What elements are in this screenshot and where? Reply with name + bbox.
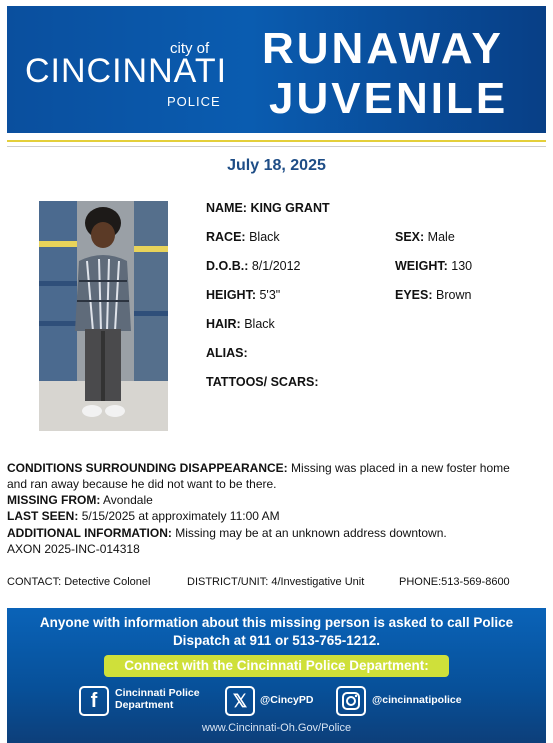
sex-label: SEX: xyxy=(395,230,425,244)
field-dob xyxy=(206,259,301,273)
contact-phone: PHONE:513-569-8600 xyxy=(399,576,510,588)
contact-detective: CONTACT: Detective Colonel xyxy=(7,576,151,588)
sex-value: Male xyxy=(427,230,455,244)
connect-banner: Connect with the Cincinnati Police Department: xyxy=(104,655,449,677)
conditions-text-2: and ran away because he did not want to be there. xyxy=(7,477,277,491)
header-banner xyxy=(7,6,546,133)
field-alias xyxy=(206,346,248,360)
subject-photo xyxy=(39,201,168,431)
instagram-handle[interactable]: @cincinnatipolice xyxy=(372,694,462,706)
city-name: CINCINNATI xyxy=(25,52,228,90)
eyes-value: Brown xyxy=(436,288,472,302)
bulletin-date: July 18, 2025 xyxy=(227,157,326,174)
divider-yellow xyxy=(7,140,546,142)
police-text: POLICE xyxy=(167,94,221,109)
missing-from-value: Avondale xyxy=(103,493,153,507)
facebook-link[interactable] xyxy=(115,687,200,711)
last-seen xyxy=(7,509,280,524)
name-label: NAME: xyxy=(206,201,247,215)
field-eyes xyxy=(395,288,471,302)
name-value: KING GRANT xyxy=(250,201,330,215)
missing-from-label: MISSING FROM: xyxy=(7,493,101,507)
city-of-text: city of xyxy=(170,40,210,57)
weight-value: 130 xyxy=(451,259,473,273)
divider-gray xyxy=(7,146,546,147)
call-message-line-2: Dispatch at 911 or 513-765-1212. xyxy=(172,633,381,648)
height-value: 5'3" xyxy=(259,288,281,302)
instagram-glyph xyxy=(338,688,364,714)
x-icon[interactable]: 𝕏 xyxy=(225,686,255,716)
contact-district: DISTRICT/UNIT: 4/Investigative Unit xyxy=(187,576,365,588)
hair-value: Black xyxy=(244,317,275,331)
field-tattoos xyxy=(206,375,319,389)
conditions-label: CONDITIONS SURROUNDING DISAPPEARANCE: xyxy=(7,461,288,475)
axon-number: AXON 2025-INC-014318 xyxy=(7,542,140,556)
facebook-line-1: Cincinnati Police xyxy=(115,687,200,699)
dob-label: D.O.B.: xyxy=(206,259,249,273)
conditions-line-1 xyxy=(7,461,510,476)
field-height xyxy=(206,288,280,302)
alias-label: ALIAS: xyxy=(206,346,248,360)
instagram-icon[interactable] xyxy=(336,686,366,716)
subject-photo-illustration xyxy=(39,201,168,431)
facebook-line-2: Department xyxy=(115,699,174,711)
race-label: RACE: xyxy=(206,230,246,244)
website-link[interactable]: www.Cincinnati-Oh.Gov/Police xyxy=(201,722,352,734)
tattoos-label: TATTOOS/ SCARS: xyxy=(206,375,319,389)
x-handle[interactable]: @CincyPD xyxy=(260,694,314,706)
additional-value: Missing may be at an unknown address downtown. xyxy=(175,526,447,540)
title-line-2: JUVENILE xyxy=(269,74,509,123)
missing-from xyxy=(7,493,153,508)
height-label: HEIGHT: xyxy=(206,288,256,302)
conditions-line-2 xyxy=(7,477,277,492)
field-weight xyxy=(395,259,472,273)
conditions-text-1: Missing was placed in a new foster home xyxy=(291,461,510,475)
field-name xyxy=(206,201,330,215)
last-seen-label: LAST SEEN: xyxy=(7,509,79,523)
additional-info xyxy=(7,526,447,541)
field-race xyxy=(206,230,280,244)
call-message-line-1: Anyone with information about this missing person is asked to call Police xyxy=(39,615,514,630)
call-message xyxy=(7,614,546,650)
additional-label: ADDITIONAL INFORMATION: xyxy=(7,526,172,540)
title-line-1: RUNAWAY xyxy=(262,24,504,73)
facebook-icon[interactable]: f xyxy=(79,686,109,716)
last-seen-value: 5/15/2025 at approximately 11:00 AM xyxy=(81,509,280,523)
race-value: Black xyxy=(249,230,280,244)
field-sex xyxy=(395,230,455,244)
dob-value: 8/1/2012 xyxy=(251,259,301,273)
footer-banner xyxy=(7,608,546,743)
hair-label: HAIR: xyxy=(206,317,241,331)
field-hair xyxy=(206,317,275,331)
weight-label: WEIGHT: xyxy=(395,259,448,273)
eyes-label: EYES: xyxy=(395,288,433,302)
